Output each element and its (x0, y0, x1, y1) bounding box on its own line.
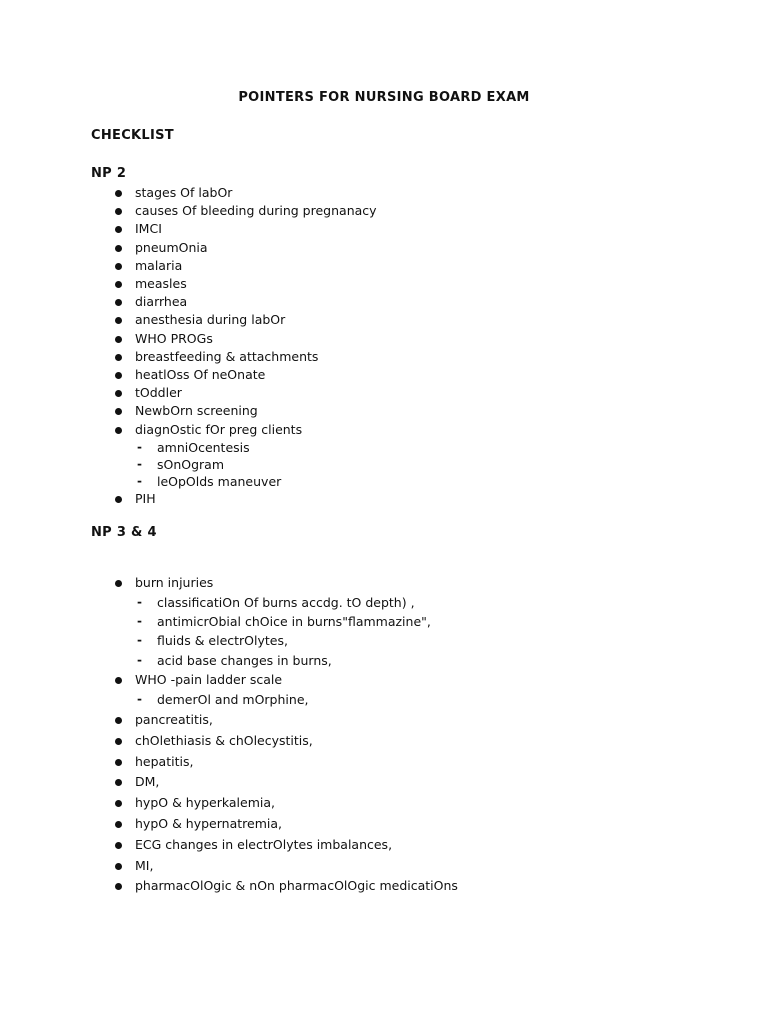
dash-icon: - (137, 473, 142, 488)
list-item-text: pharmacOlOgic & nOn pharmacOlOgic medicatiOns (135, 878, 458, 894)
list-item-text: pneumOnia (135, 239, 208, 255)
list-item-text: tOddler (135, 385, 182, 401)
list-item-text: diagnOstic fOr preg clients (135, 421, 303, 437)
bullet-icon (115, 263, 122, 270)
list-item-text: demerOl and mOrphine, (157, 692, 309, 707)
bullet-icon (115, 190, 122, 197)
np2-heading: NP 2 (91, 166, 127, 181)
list-item-text: chOlethiasis & chOlecystitis, (135, 732, 313, 748)
list-item-text: heatlOss Of neOnate (135, 367, 266, 382)
bullet-icon (115, 800, 122, 807)
bullet-icon (115, 883, 122, 890)
list-item-text: WHO PROGs (135, 330, 213, 346)
list-item-text: classificatiOn Of burns accdg. tO depth) , (157, 595, 415, 610)
bullet-icon (115, 717, 122, 724)
list-item-text: causes Of bleeding during pregnanacy (135, 203, 377, 219)
list-item-text: MI, (135, 857, 154, 873)
bullet-icon (115, 759, 122, 766)
dash-icon: - (137, 633, 142, 648)
list-item-text: acid base changes in burns, (157, 652, 332, 668)
page-title: POINTERS FOR NURSING BOARD EXAM (238, 90, 530, 105)
bullet-icon (115, 317, 122, 324)
list-item-text: pancreatitis, (135, 712, 213, 727)
bullet-icon (115, 580, 122, 587)
dash-icon: - (137, 440, 142, 454)
list-item-text: measles (135, 276, 187, 291)
dash-icon: - (137, 456, 142, 471)
list-item-text: DM, (135, 774, 160, 790)
list-item-text: stages Of labOr (135, 185, 233, 200)
list-item-text: WHO -pain ladder scale (135, 672, 283, 687)
dash-icon: - (137, 692, 142, 706)
list-item-text: PIH (135, 491, 156, 506)
list-item-text: hypO & hyperkalemia, (135, 795, 275, 811)
bullet-icon (115, 738, 122, 745)
list-item-text: NewbOrn screening (135, 403, 258, 419)
list-item-text: sOnOgram (157, 456, 225, 472)
dash-icon: - (137, 652, 142, 667)
bullet-icon (115, 245, 122, 252)
bullet-icon (115, 336, 122, 343)
list-item-text: burn injuries (135, 575, 214, 590)
checklist-heading: CHECKLIST (91, 128, 174, 143)
bullet-icon (115, 408, 122, 415)
list-item-text: antimicrObial chOice in burns"flammazine", (157, 614, 431, 630)
bullet-icon (115, 842, 122, 849)
list-item-text: diarrhea (135, 294, 188, 310)
list-item-text: amniOcentesis (157, 440, 250, 455)
bullet-icon (115, 354, 122, 361)
bullet-icon (115, 427, 122, 434)
bullet-icon (115, 863, 122, 870)
bullet-icon (115, 372, 122, 379)
bullet-icon (115, 821, 122, 828)
list-item-text: malaria (135, 257, 183, 273)
bullet-icon (115, 281, 122, 288)
list-item-text: hepatitis, (135, 753, 194, 769)
list-item-text: IMCI (135, 221, 162, 237)
bullet-icon (115, 496, 122, 503)
bullet-icon (115, 299, 122, 306)
list-item-text: fluids & electrOlytes, (157, 633, 288, 649)
bullet-icon (115, 677, 122, 684)
bullet-icon (115, 390, 122, 397)
list-item-text: hypO & hypernatremia, (135, 816, 282, 831)
np34-heading: NP 3 & 4 (91, 525, 157, 540)
list-item-text: leOpOlds maneuver (157, 473, 282, 489)
list-item-text: anesthesia during labOr (135, 312, 286, 328)
list-item-text: breastfeeding & attachments (135, 348, 319, 364)
bullet-icon (115, 208, 122, 215)
bullet-icon (115, 226, 122, 233)
dash-icon: - (137, 614, 142, 629)
dash-icon: - (137, 595, 142, 609)
list-item-text: ECG changes in electrOlytes imbalances, (135, 836, 393, 852)
bullet-icon (115, 779, 122, 786)
